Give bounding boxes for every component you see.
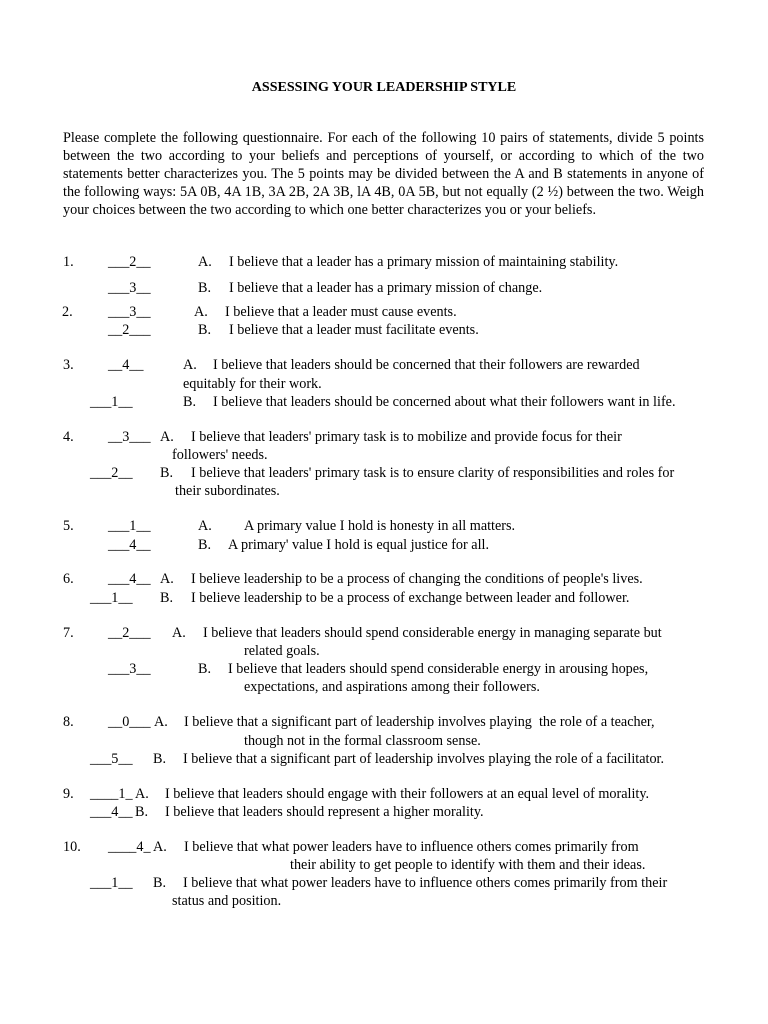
question-number: 10. <box>63 839 81 855</box>
answer-blank-b: ___3__ <box>108 661 151 677</box>
option-a-text: I believe that leaders should engage with their followers at an equal level of morality. <box>165 786 650 802</box>
question-number: 1. <box>63 254 74 270</box>
answer-blank-a: ____1_ <box>90 786 133 802</box>
option-a-text: I believe that leaders' primary task is to mobilize and provide focus for their <box>191 429 622 445</box>
option-b-letter: B. <box>198 661 212 677</box>
option-b-text: A primary' value I hold is equal justice for all. <box>228 537 490 553</box>
option-a-text: I believe that a leader has a primary mission of maintaining stability. <box>229 254 619 270</box>
instructions-paragraph: Please complete the following questionnaire. For each of the following 10 pairs of statements, divide 5 points between the two according to your beliefs and perceptions of yourself, or according to which of the two statements better characterizes you. The 5 points may be divided between the A and B statements in anyone of the following ways: 5A 0B, 4A 1B, 3A 2B, 2A 3B, lA 4B, 0A 5B, but not equally (2 ½) between the two. Weigh your choices between the two according to which one better characterizes you or your beliefs. <box>63 130 704 218</box>
answer-blank-b: ___1__ <box>90 875 133 891</box>
option-a-letter: A. <box>135 786 149 802</box>
option-a-text-continued: followers' needs. <box>172 447 268 463</box>
option-b-text: I believe that leaders should spend considerable energy in arousing hopes, <box>228 661 649 677</box>
option-b-text: I believe that leaders' primary task is to ensure clarity of responsibilities and roles for <box>191 465 675 481</box>
option-b-letter: B. <box>198 537 212 553</box>
option-b-letter: B. <box>160 590 174 606</box>
answer-blank-a: ____4_ <box>108 839 151 855</box>
answer-blank-b: ___4__ <box>108 537 151 553</box>
option-a-text: I believe that a significant part of leadership involves playing the role of a teacher, <box>184 714 655 730</box>
answer-blank-a: __4__ <box>108 357 144 373</box>
option-b-letter: B. <box>160 465 174 481</box>
option-b-letter: B. <box>183 394 197 410</box>
answer-blank-a: ___3__ <box>108 304 151 320</box>
option-a-text: I believe leadership to be a process of changing the conditions of people's lives. <box>191 571 643 587</box>
answer-blank-a: __0___ <box>108 714 151 730</box>
option-a-text: I believe that a leader must cause events. <box>225 304 457 320</box>
answer-blank-b: ___2__ <box>90 465 133 481</box>
option-b-text-continued: status and position. <box>172 893 282 909</box>
option-a-letter: A. <box>194 304 208 320</box>
option-a-text: A primary value I hold is honesty in all matters. <box>244 518 516 534</box>
option-b-letter: B. <box>153 875 167 891</box>
page-title: ASSESSING YOUR LEADERSHIP STYLE <box>251 80 517 95</box>
option-a-letter: A. <box>160 429 174 445</box>
answer-blank-b: ___4__ <box>90 804 133 820</box>
question-number: 2. <box>62 304 73 320</box>
question-number: 3. <box>63 357 74 373</box>
question-number: 5. <box>63 518 74 534</box>
option-a-letter: A. <box>198 254 212 270</box>
option-b-text: I believe that a significant part of leadership involves playing the role of a facilitator. <box>183 751 665 767</box>
question-number: 6. <box>63 571 74 587</box>
option-b-letter: B. <box>135 804 149 820</box>
option-a-letter: A. <box>154 714 168 730</box>
option-a-text-continued: equitably for their work. <box>183 376 322 392</box>
answer-blank-b: __2___ <box>108 322 151 338</box>
option-a-text: I believe that leaders should be concerned that their followers are rewarded <box>213 357 640 373</box>
option-a-letter: A. <box>160 571 174 587</box>
answer-blank-a: ___1__ <box>108 518 151 534</box>
answer-blank-b: ___1__ <box>90 590 133 606</box>
option-a-letter: A. <box>153 839 167 855</box>
option-a-text-continued: their ability to get people to identify with them and their ideas. <box>290 857 646 873</box>
option-b-text: I believe that leaders should represent a higher morality. <box>165 804 484 820</box>
answer-blank-b: ___3__ <box>108 280 151 296</box>
option-a-text-continued: related goals. <box>244 643 320 659</box>
answer-blank-a: ___4__ <box>108 571 151 587</box>
option-b-text: I believe that what power leaders have to influence others comes primarily from their <box>183 875 668 891</box>
answer-blank-a: __2___ <box>108 625 151 641</box>
option-a-text-continued: though not in the formal classroom sense. <box>244 733 481 749</box>
answer-blank-b: ___1__ <box>90 394 133 410</box>
option-a-letter: A. <box>198 518 212 534</box>
question-number: 4. <box>63 429 74 445</box>
question-number: 7. <box>63 625 74 641</box>
question-number: 9. <box>63 786 74 802</box>
answer-blank-a: __3___ <box>108 429 151 445</box>
answer-blank-b: ___5__ <box>90 751 133 767</box>
option-a-letter: A. <box>172 625 186 641</box>
option-b-text: I believe that leaders should be concerned about what their followers want in life. <box>213 394 676 410</box>
option-b-text: I believe that a leader has a primary mission of change. <box>229 280 543 296</box>
option-b-letter: B. <box>198 280 212 296</box>
option-b-letter: B. <box>153 751 167 767</box>
option-b-text-continued: their subordinates. <box>175 483 280 499</box>
question-number: 8. <box>63 714 74 730</box>
option-a-text: I believe that what power leaders have to influence others comes primarily from <box>184 839 639 855</box>
option-b-text: I believe that a leader must facilitate events. <box>229 322 479 338</box>
option-b-letter: B. <box>198 322 212 338</box>
option-a-letter: A. <box>183 357 197 373</box>
option-a-text: I believe that leaders should spend considerable energy in managing separate but <box>203 625 662 641</box>
answer-blank-a: ___2__ <box>108 254 151 270</box>
option-b-text-continued: expectations, and aspirations among their followers. <box>244 679 540 695</box>
option-b-text: I believe leadership to be a process of exchange between leader and follower. <box>191 590 630 606</box>
